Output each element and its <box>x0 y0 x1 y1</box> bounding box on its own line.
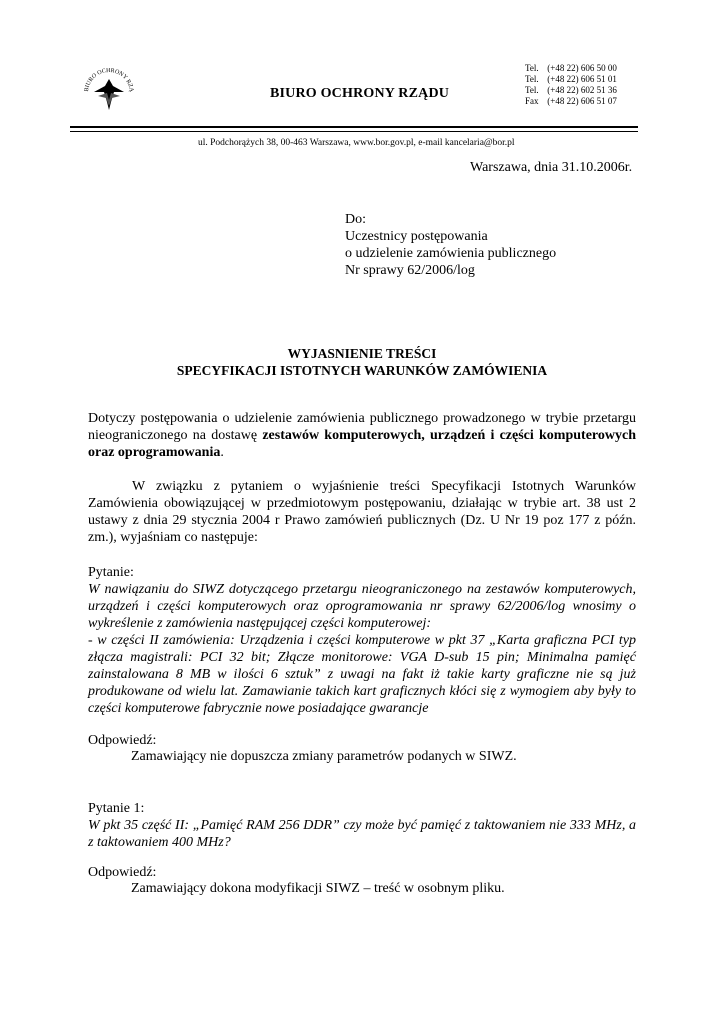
question-text <box>88 817 636 851</box>
recipient-line: o udzielenie zamówienia publicznego <box>345 246 557 261</box>
recipient-block <box>345 211 556 279</box>
intro-paragraph <box>88 410 636 461</box>
recipient-line: Uczestnicy postępowania <box>345 229 488 244</box>
contact-value: (+48 22) 606 51 01 <box>547 74 617 84</box>
bor-logo <box>80 62 138 120</box>
contact-list <box>525 63 617 107</box>
answer-text: Zamawiający dokona modyfikacji SIWZ – treść w osobnym pliku. <box>131 881 505 896</box>
title-line-2: SPECYFIKACJI ISTOTNYCH WARUNKÓW ZAMÓWIENIA <box>176 363 548 378</box>
recipient-line: Do: <box>345 212 366 227</box>
logo-ring-text: BIURO OCHRONY RZĄ <box>83 67 135 93</box>
question-text <box>88 581 636 717</box>
contact-label: Tel. <box>525 74 539 84</box>
contact-label: Fax <box>525 96 539 106</box>
contact-value: (+48 22) 602 51 36 <box>547 85 617 95</box>
address-line: ul. Podchorążych 38, 00-463 Warszawa, www.bor.gov.pl, e-mail kancelaria@bor.pl <box>198 138 515 148</box>
contact-label: Tel. <box>525 63 539 73</box>
context-paragraph <box>88 478 636 546</box>
contact-label: Tel. <box>525 85 539 95</box>
header-rule-thin <box>70 131 638 132</box>
contact-row <box>525 96 617 107</box>
header-rule-thick <box>70 126 638 128</box>
question-label: Pytanie: <box>88 565 134 580</box>
answer-label: Odpowiedź: <box>88 733 157 748</box>
question-line: W pkt 35 część II: „Pamięć RAM 256 DDR” czy może być pamięć z taktowaniem nie 333 MHz, a z taktowaniem 400 MHz? <box>88 818 636 850</box>
contact-value: (+48 22) 606 50 00 <box>547 63 617 73</box>
question-line: - w części II zamówienia: Urządzenia i części komputerowe w pkt 37 „Karta graficzna PCI typ złącza magistrali: PCI 32 bit; Złącze monitorowe: VGA D-sub 15 pin; Minimalna pamięć zainstalowana 8 MB w ilości 6 sztuk” z uwagi na fakt iż takie karty graficzne nie są już produkowane od wielu lat. Zamawianie takich kart graficznych kłóci się z wymogiem aby były to części komputerowe fabrycznie nowe posiadające gwarancje <box>88 633 636 716</box>
recipient-line: Nr sprawy 62/2006/log <box>345 263 475 278</box>
intro-end: . <box>220 445 224 460</box>
context-text: W związku z pytaniem o wyjaśnienie treści Specyfikacji Istotnych Warunków Zamówienia obowiązującej w przedmiotowym postępowaniu, działając w trybie art. 38 ust 2 ustawy z dnia 29 stycznia 2004 r Prawo zamówień publicznych (Dz. U Nr 19 poz 177 z późn. zm.), wyjaśniam co następuje: <box>88 479 636 545</box>
intro-text: Dotyczy postępowania o udzielenie zamówienia publicznego prowadzonego w trybie przetargu nieograniczonego na dostawę <box>88 411 636 443</box>
document-title <box>88 345 636 379</box>
contact-row <box>525 85 617 96</box>
question-label: Pytanie 1: <box>88 801 145 816</box>
contact-row <box>525 63 617 74</box>
answer-text: Zamawiający nie dopuszcza zmiany parametrów podanych w SIWZ. <box>131 749 517 764</box>
question-line: W nawiązaniu do SIWZ dotyczącego przetargu nieograniczonego na zestawów komputerowych, urządzeń i części komputerowych oraz oprogramowania nr sprawy 62/2006/log wnosimy o wykreślenie z zamówienia następującej części komputerowej: <box>88 582 636 631</box>
contact-row <box>525 74 617 85</box>
title-line-1: WYJASNIENIE TREŚCI <box>287 346 437 361</box>
contact-value: (+48 22) 606 51 07 <box>547 96 617 106</box>
document-date: Warszawa, dnia 31.10.2006r. <box>470 160 633 175</box>
intro-bold-subject: zestawów komputerowych, urządzeń i części komputerowych oraz oprogramowania <box>88 428 636 460</box>
answer-label: Odpowiedź: <box>88 865 157 880</box>
organization-name: BIURO OCHRONY RZĄDU <box>270 86 450 101</box>
